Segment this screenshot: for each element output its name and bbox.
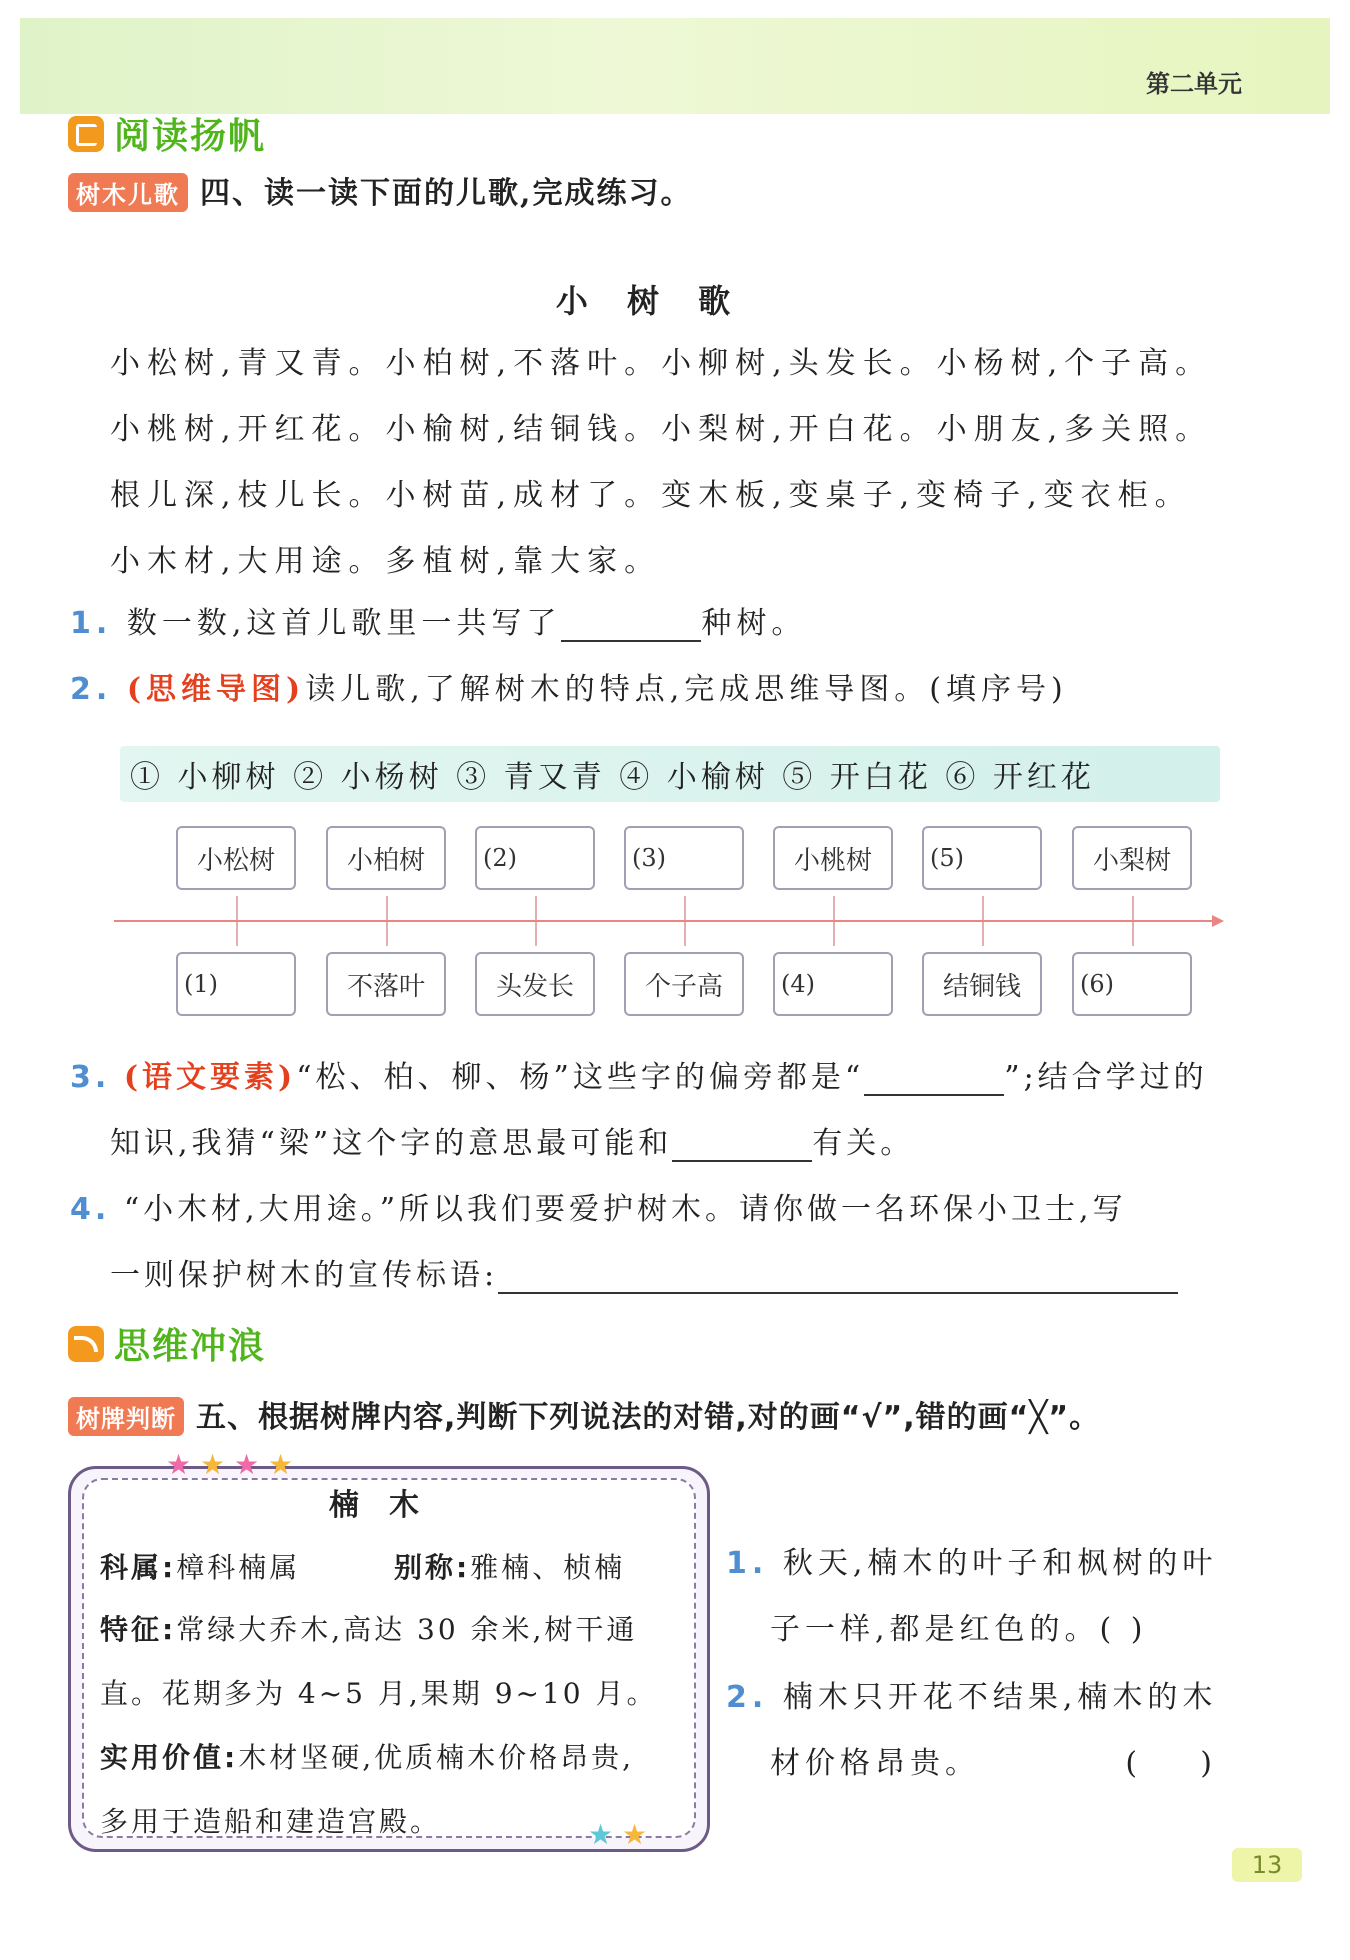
question-number: 2. xyxy=(70,672,113,707)
section-title: 阅读扬帆 xyxy=(114,116,267,157)
mindmap-blank-node[interactable]: (2) xyxy=(475,826,595,890)
answer-blank[interactable] xyxy=(561,610,701,642)
question-2 xyxy=(70,664,1068,708)
question-title: 四、读一读下面的儿歌,完成练习。 xyxy=(200,176,693,211)
star-icon: ★ xyxy=(200,1448,226,1481)
question-title: 五、根据树牌内容,判断下列说法的对错,对的画“√”,错的画“╳”。 xyxy=(196,1400,1101,1435)
mindmap-node-bottom: 结铜钱 xyxy=(922,952,1042,1016)
answer-blank[interactable] xyxy=(672,1130,812,1162)
mindmap-blank-node[interactable]: (4) xyxy=(773,952,893,1016)
statement-1 xyxy=(726,1538,1217,1582)
statement-1-line2[interactable]: 子一样,都是红色的。( ) xyxy=(770,1612,1148,1647)
card-value: 木材坚硬,优质楠木价格昂贵, xyxy=(238,1741,635,1774)
question-number: 2. xyxy=(726,1680,769,1715)
mindmap-node-bottom: 头发长 xyxy=(475,952,595,1016)
poem-line: 小木材,大用途。多植树,靠大家。 xyxy=(110,544,662,579)
section-reading-header xyxy=(68,108,266,159)
mindmap-node-top: 小桃树 xyxy=(773,826,893,890)
poem-line: 小桃树,开红花。小榆树,结铜钱。小梨树,开白花。小朋友,多关照。 xyxy=(110,412,1213,447)
question-3 xyxy=(70,1052,1208,1096)
card-title: 楠木 xyxy=(329,1488,449,1523)
question-text: 种树。 xyxy=(701,606,807,641)
page-number: 13 xyxy=(1232,1848,1302,1882)
wave-icon xyxy=(68,1326,104,1362)
mindmap-blank-node[interactable]: (5) xyxy=(922,826,1042,890)
poem-line: 小松树,青又青。小柏树,不落叶。小柳树,头发长。小杨树,个子高。 xyxy=(110,346,1213,381)
statement-2-line2[interactable]: 材价格昂贵。 ( ) xyxy=(770,1746,1217,1781)
star-icon: ★ xyxy=(166,1448,192,1481)
question-text: 数一数,这首儿歌里一共写了 xyxy=(126,606,562,641)
card-label: 别称: xyxy=(394,1551,471,1584)
star-icon: ★ xyxy=(622,1818,648,1851)
question-5-heading xyxy=(68,1392,1100,1436)
card-label: 科属: xyxy=(100,1551,177,1584)
question-text: 知识,我猜“梁”这个字的意思最可能和 xyxy=(110,1126,673,1161)
card-feature-row-2: 直。花期多为 4~5 月,果期 9~10 月。 xyxy=(100,1677,658,1710)
card-value: 常绿大乔木,高达 30 余米,树干通 xyxy=(176,1613,638,1646)
question-tag: 树牌判断 xyxy=(68,1397,184,1436)
header-banner xyxy=(20,18,1330,114)
answer-blank[interactable] xyxy=(864,1064,1004,1096)
question-1 xyxy=(70,598,806,642)
mindmap-node-top: 小松树 xyxy=(176,826,296,890)
card-value-row xyxy=(100,1736,634,1776)
question-number: 1. xyxy=(726,1546,769,1581)
mindmap-node-bottom: 个子高 xyxy=(624,952,744,1016)
question-4 xyxy=(70,1184,1127,1228)
tree-sign-card-inner xyxy=(82,1478,696,1838)
mindmap-blank-node[interactable]: (6) xyxy=(1072,952,1192,1016)
star-icon: ★ xyxy=(234,1448,260,1481)
mindmap-node-bottom: 不落叶 xyxy=(326,952,446,1016)
statement-text: 楠木只开花不结果,楠木的木 xyxy=(782,1680,1218,1715)
mindmap-node-top: 小梨树 xyxy=(1072,826,1192,890)
question-4-line2 xyxy=(70,1250,1178,1294)
unit-label: 第二单元 xyxy=(1146,70,1242,98)
statement-text: 秋天,楠木的叶子和枫树的叶 xyxy=(782,1546,1218,1581)
star-icon: ★ xyxy=(588,1818,614,1851)
question-tag: (语文要素) xyxy=(123,1060,297,1095)
mindmap-blank-node[interactable]: (3) xyxy=(624,826,744,890)
mindmap-axis xyxy=(114,920,1214,922)
axis-arrow-icon xyxy=(1212,915,1224,927)
question-text: 有关。 xyxy=(812,1126,915,1161)
poem-line: 根儿深,枝儿长。小树苗,成材了。变木板,变桌子,变椅子,变衣柜。 xyxy=(110,478,1192,513)
statement-2 xyxy=(726,1672,1217,1716)
question-tag: (思维导图) xyxy=(126,672,306,707)
question-text: “小木材,大用途。”所以我们要爱护树木。请你做一名环保小卫士,写 xyxy=(123,1192,1127,1227)
answer-blank[interactable] xyxy=(498,1262,1178,1294)
question-text: 一则保护树木的宣传标语: xyxy=(110,1258,499,1293)
mindmap-node-top: 小柏树 xyxy=(326,826,446,890)
question-3-line2 xyxy=(70,1118,914,1162)
question-number: 3. xyxy=(70,1060,111,1095)
question-tag: 树木儿歌 xyxy=(68,173,188,212)
card-feature-row xyxy=(100,1608,637,1648)
question-text: ”;结合学过的 xyxy=(1004,1060,1208,1095)
card-label: 特征: xyxy=(100,1613,177,1646)
card-value: 雅楠、桢楠 xyxy=(470,1551,626,1584)
book-icon xyxy=(68,116,104,152)
mindmap-blank-node[interactable]: (1) xyxy=(176,952,296,1016)
question-text: “松、柏、柳、杨”这些字的偏旁都是“ xyxy=(296,1060,865,1095)
question-number: 1. xyxy=(70,606,113,641)
star-icon: ★ xyxy=(268,1448,294,1481)
section-title: 思维冲浪 xyxy=(114,1326,267,1367)
card-label: 实用价值: xyxy=(100,1741,239,1774)
poem-title: 小 树 歌 xyxy=(555,282,745,320)
card-family-row xyxy=(100,1546,625,1586)
question-text: 读儿歌,了解树木的特点,完成思维导图。(填序号) xyxy=(305,672,1068,707)
card-value: 樟科楠属 xyxy=(176,1551,301,1584)
card-value-row-2: 多用于造船和建造宫殿。 xyxy=(100,1805,442,1838)
question-number: 4. xyxy=(70,1192,111,1227)
mindmap-options: ① 小柳树 ② 小杨树 ③ 青又青 ④ 小榆树 ⑤ 开白花 ⑥ 开红花 xyxy=(130,760,1095,795)
section-thinking-header xyxy=(68,1318,266,1369)
question-4-heading xyxy=(68,168,692,212)
